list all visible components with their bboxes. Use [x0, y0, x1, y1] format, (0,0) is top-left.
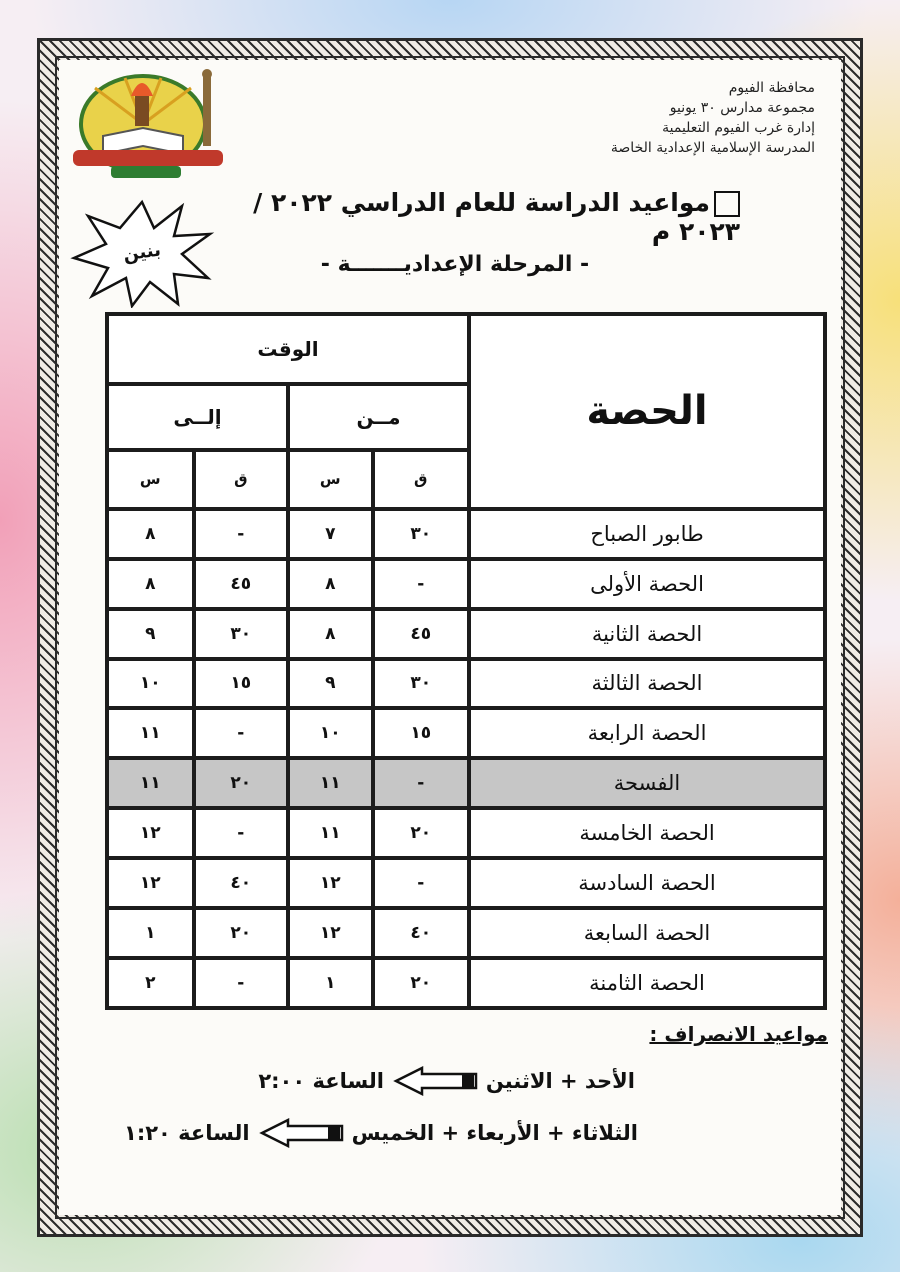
- page-title-text: مواعيد الدراسة للعام الدراسي ٢٠٢٢ / ٢٠٢٣ م: [253, 188, 740, 246]
- from-hour: ٨: [290, 611, 370, 657]
- break-row: [109, 760, 823, 806]
- dismissal-days-2: الثلاثاء + الأربعاء + الخميس: [351, 1121, 638, 1145]
- governorate-line: محافظة الفيوم: [728, 80, 815, 96]
- checkbox-icon: [714, 191, 740, 217]
- from-hour: ٧: [290, 511, 370, 557]
- table-row: [109, 960, 823, 1006]
- from-minute: -: [375, 760, 468, 806]
- to-minute: -: [196, 810, 287, 856]
- from-hour: ٨: [290, 561, 370, 607]
- to-minute: -: [196, 511, 287, 557]
- school-header: [495, 78, 815, 158]
- from-hour: ١١: [290, 810, 370, 856]
- to-hour: ٨: [109, 561, 192, 607]
- arrow-left-icon: [392, 1066, 478, 1096]
- table-row: [109, 860, 823, 906]
- school-name-line: المدرسة الإسلامية الإعدادية الخاصة: [610, 140, 815, 156]
- to-hour: ١١: [109, 710, 192, 756]
- schedule-table: [105, 312, 827, 1010]
- stage-label: - المرحلة الإعداديـــــــة -: [320, 252, 590, 277]
- gender-badge: بنين: [121, 239, 163, 266]
- school-logo: [65, 66, 235, 184]
- dismissal-days-1: الأحد + الاثنين: [485, 1069, 635, 1093]
- to-hour: ٨: [109, 511, 192, 557]
- to-minute: ٤٥: [196, 561, 287, 607]
- table-row: [109, 511, 823, 557]
- unit-hour-from: س: [290, 452, 370, 507]
- dismissal-heading: مواعيد الانصراف :: [649, 1022, 828, 1046]
- period-name: الحصة السادسة: [471, 860, 823, 906]
- from-minute: ١٥: [375, 710, 468, 756]
- to-minute: ٣٠: [196, 611, 287, 657]
- table-row: [109, 810, 823, 856]
- dismissal-line-2: [124, 1118, 638, 1148]
- from-hour: ١٠: [290, 710, 370, 756]
- period-name: الحصة السابعة: [471, 910, 823, 956]
- page-title: [200, 188, 740, 246]
- dismissal-time-1: الساعة ٢:٠٠: [258, 1069, 384, 1093]
- from-hour: ١٢: [290, 860, 370, 906]
- column-header-to: إلــى: [109, 386, 286, 448]
- to-minute: -: [196, 960, 287, 1006]
- dismissal-line-1: [258, 1066, 635, 1096]
- period-name: طابور الصباح: [471, 511, 823, 557]
- to-minute: ٤٠: [196, 860, 287, 906]
- to-minute: ١٥: [196, 661, 287, 707]
- from-minute: ٢٠: [375, 810, 468, 856]
- period-name: الحصة الثالثة: [471, 661, 823, 707]
- period-name: الحصة الأولى: [471, 561, 823, 607]
- column-header-time: الوقت: [109, 316, 467, 382]
- from-hour: ١١: [290, 760, 370, 806]
- from-minute: ٣٠: [375, 511, 468, 557]
- from-hour: ٩: [290, 661, 370, 707]
- to-hour: ١: [109, 910, 192, 956]
- table-row: [109, 910, 823, 956]
- period-name: الحصة الرابعة: [471, 710, 823, 756]
- schedule-rows: [109, 511, 823, 1006]
- period-name: الحصة الثانية: [471, 611, 823, 657]
- to-hour: ١٢: [109, 810, 192, 856]
- unit-hour-to: س: [109, 452, 192, 507]
- to-minute: ٢٠: [196, 910, 287, 956]
- from-minute: -: [375, 561, 468, 607]
- to-hour: ٩: [109, 611, 192, 657]
- to-hour: ٢: [109, 960, 192, 1006]
- period-name: الفسحة: [471, 760, 823, 806]
- period-name: الحصة الخامسة: [471, 810, 823, 856]
- to-minute: -: [196, 710, 287, 756]
- column-header-period: الحصة: [471, 316, 823, 507]
- unit-minute-from: ق: [375, 452, 468, 507]
- from-minute: ٣٠: [375, 661, 468, 707]
- from-minute: -: [375, 860, 468, 906]
- to-hour: ١٢: [109, 860, 192, 906]
- table-row: [109, 661, 823, 707]
- to-hour: ١١: [109, 760, 192, 806]
- school-group-line: مجموعة مدارس ٣٠ يونيو: [669, 100, 815, 116]
- column-header-from: مــن: [290, 386, 467, 448]
- from-hour: ١٢: [290, 910, 370, 956]
- to-hour: ١٠: [109, 661, 192, 707]
- from-minute: ٤٠: [375, 910, 468, 956]
- table-row: [109, 561, 823, 607]
- dismissal-time-2: الساعة ١:٢٠: [124, 1121, 250, 1145]
- to-minute: ٢٠: [196, 760, 287, 806]
- period-name: الحصة الثامنة: [471, 960, 823, 1006]
- from-minute: ٢٠: [375, 960, 468, 1006]
- arrow-left-icon: [258, 1118, 344, 1148]
- from-hour: ١: [290, 960, 370, 1006]
- table-row: [109, 611, 823, 657]
- unit-minute-to: ق: [196, 452, 287, 507]
- from-minute: ٤٥: [375, 611, 468, 657]
- administration-line: إدارة غرب الفيوم التعليمية: [662, 120, 815, 136]
- table-row: [109, 710, 823, 756]
